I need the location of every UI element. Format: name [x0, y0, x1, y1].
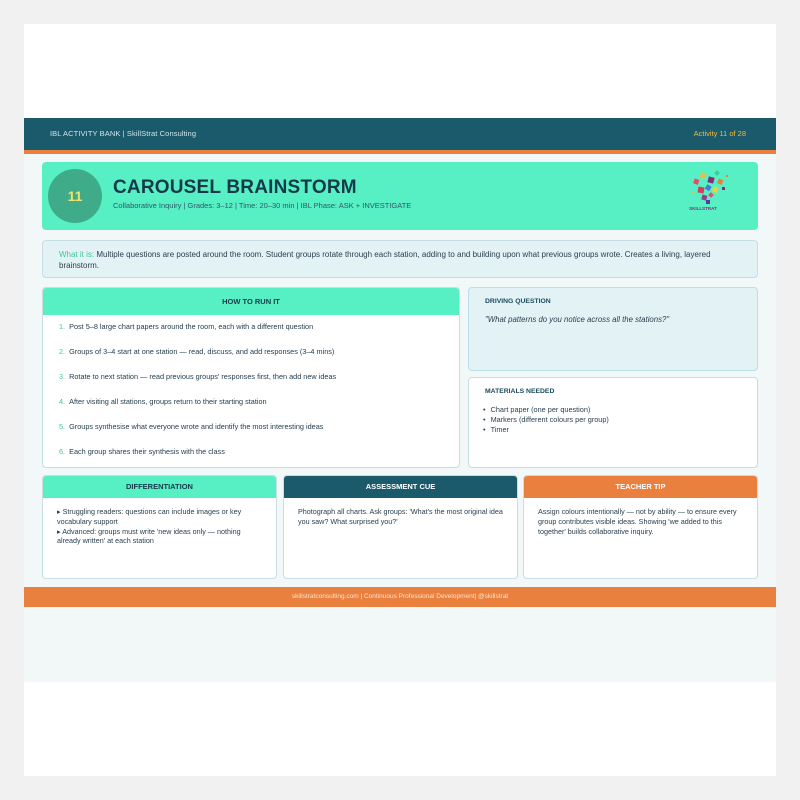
differentiation-body — [43, 498, 276, 546]
assessment-cue-heading: ASSESSMENT CUE — [284, 476, 517, 498]
list-item: • Chart paper (one per question) — [483, 405, 609, 415]
step-item: 6. Each group shares their synthesis with the class — [59, 447, 225, 456]
differentiation-line: ▸ Struggling readers: questions can include images or key vocabulary support — [57, 507, 242, 526]
activity-bank-label: IBL ACTIVITY BANK | SkillStrat Consulting — [50, 129, 197, 138]
differentiation-line: ▸ Advanced: groups must write 'new ideas only — nothing already written' at each station — [57, 526, 241, 546]
steps-list — [43, 315, 459, 468]
differentiation-heading: DIFFERENTIATION — [43, 476, 276, 498]
activity-number-badge: 11 — [48, 169, 102, 223]
what-it-is-text: Multiple questions are posted around the room. Student groups rotate through each station, adding to and building upon what previous groups wrote. Creates a living, layered brainstorm. — [59, 250, 711, 270]
activity-counter: Activity 11 of 28 — [693, 129, 746, 138]
list-item: • Timer — [483, 425, 609, 435]
differentiation-card — [42, 475, 277, 579]
step-item: 1. Post 5–8 large chart papers around the room, each with a different question — [59, 322, 314, 331]
activity-header — [42, 162, 758, 230]
step-item: 2. Groups of 3–4 start at one station — read, discuss, and add responses (3–4 mins) — [59, 347, 335, 356]
driving-question-text: "What patterns do you notice across all the stations?" — [485, 315, 670, 324]
logo-wordmark: SKILLSTRAT — [689, 206, 717, 211]
driving-question-heading: DRIVING QUESTION — [485, 298, 551, 305]
driving-question-card — [468, 287, 758, 371]
step-item: 3. Rotate to next station — read previous groups' responses first, then add new ideas — [59, 372, 337, 381]
activity-subtitle: Collaborative Inquiry | Grades: 3–12 | Time: 20–30 min | IBL Phase: ASK + INVESTIGATE — [113, 201, 412, 210]
teacher-tip-heading: TEACHER TIP — [524, 476, 757, 498]
assessment-cue-text: Photograph all charts. Ask groups: 'What's the most original idea you saw? What surprised you?' — [298, 507, 503, 526]
teacher-tip-card — [523, 475, 758, 579]
assessment-cue-card — [283, 475, 518, 579]
accent-divider — [24, 150, 776, 154]
how-to-run-card — [42, 287, 460, 468]
step-item: 5. Groups synthesise what everyone wrote and identify the most interesting ideas — [59, 422, 324, 431]
activity-title: CAROUSEL BRAINSTORM — [113, 177, 357, 198]
step-item: 4. After visiting all stations, groups return to their starting station — [59, 397, 267, 406]
what-it-is-panel — [42, 240, 758, 278]
what-it-is-label: What it is: — [59, 250, 95, 259]
top-bar — [24, 118, 776, 150]
materials-list — [483, 405, 609, 435]
activity-page — [24, 118, 776, 682]
footer-bar: skillstratconsulting.com | Continuous Professional Development| @skillstrat — [24, 587, 776, 607]
list-item: • Markers (different colours per group) — [483, 415, 609, 425]
how-to-run-heading: HOW TO RUN IT — [43, 288, 459, 315]
teacher-tip-text: Assign colours intentionally — not by ability — to ensure every group contributes visible ideas. Showing 'we added to this together' builds collaborative inquiry. — [538, 507, 737, 536]
materials-card — [468, 377, 758, 468]
materials-heading: MATERIALS NEEDED — [485, 388, 555, 395]
